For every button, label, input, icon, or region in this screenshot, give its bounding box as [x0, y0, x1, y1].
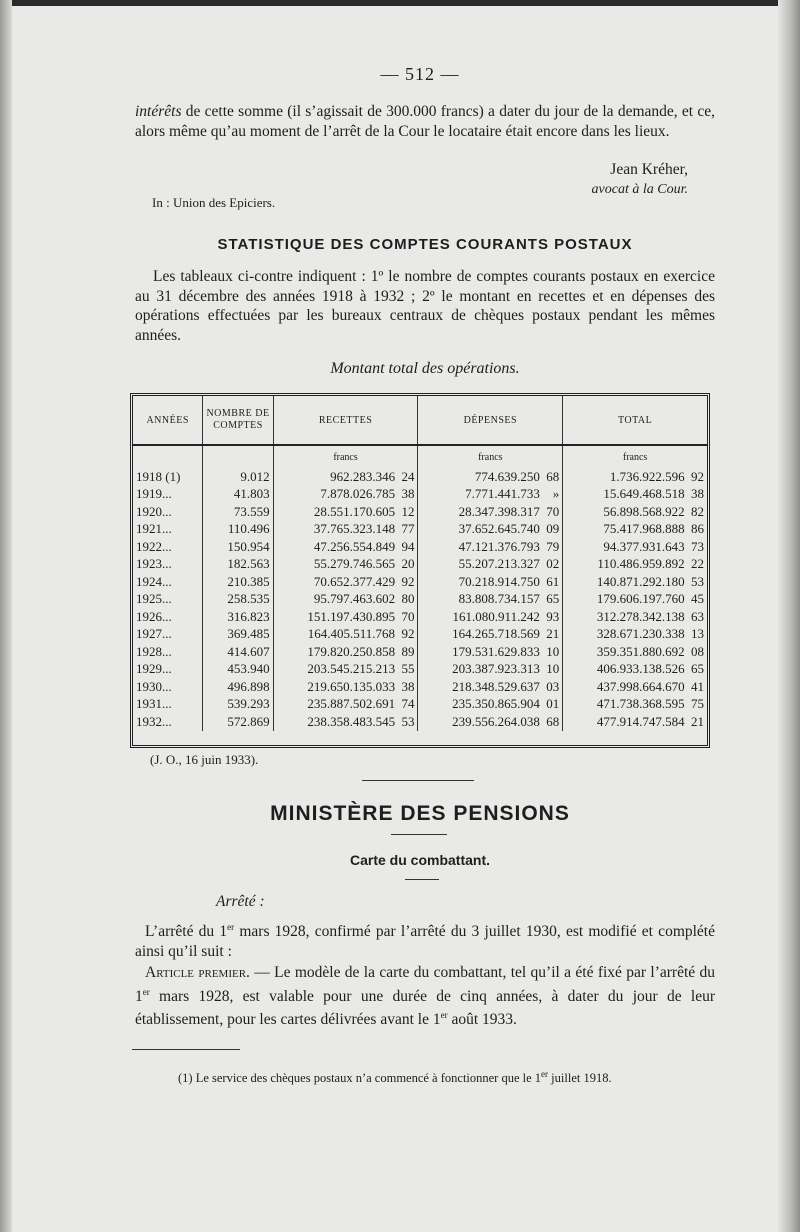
cell-recettes: 47.256.554.849 [313, 538, 396, 554]
cell-total-cents: 21 [691, 713, 704, 729]
cell-year: 1924... [133, 573, 203, 591]
cell-accounts: 150.954 [203, 538, 273, 556]
cell-depenses: 70.218.914.750 [458, 573, 540, 589]
cell-accounts: 453.940 [203, 661, 273, 679]
cell-accounts: 572.869 [203, 713, 273, 731]
cell-recettes: 238.358.483.545 [307, 713, 396, 729]
unit-row [133, 445, 707, 468]
article-label: Article premier. [145, 964, 250, 981]
cell-accounts: 210.385 [203, 573, 273, 591]
cell-depenses: 37.652.645.740 [458, 521, 540, 537]
cell-depenses-cents: 01 [543, 696, 563, 714]
top-paragraph-lead: intérêts [135, 103, 182, 120]
cell-year: 1921... [133, 521, 203, 539]
cell-depenses: 239.556.264.038 [452, 713, 540, 729]
cell-depenses-cents: 70 [543, 503, 563, 521]
cell-recettes-cents: 38 [398, 486, 418, 504]
cell-year: 1918 (1) [133, 468, 203, 486]
table-row [133, 643, 707, 661]
cell-year: 1926... [133, 608, 203, 626]
cell-total-cents: 86 [691, 521, 704, 537]
cell-total: 56.898.568.922 [603, 503, 685, 519]
cell-depenses: 7.771.441.733 [465, 486, 540, 502]
cell-total-cents: 45 [691, 591, 704, 607]
table-row [133, 591, 707, 609]
table-row [133, 678, 707, 696]
footnote-sup: er [541, 1069, 549, 1079]
cell-recettes-cents: 74 [398, 696, 418, 714]
arrete-paragraph [135, 918, 715, 961]
top-paragraph [135, 102, 715, 141]
cell-depenses: 164.265.718.569 [452, 626, 540, 642]
article-text-3: août 1933. [447, 1011, 517, 1029]
cell-recettes: 179.820.250.858 [307, 643, 396, 659]
cell-depenses-cents: 93 [543, 608, 563, 626]
table-row [133, 661, 707, 679]
cell-recettes: 37.765.323.148 [313, 521, 396, 537]
cell-accounts: 182.563 [203, 556, 273, 574]
arrete-text-2: mars 1928, confirmé par l’arrêté du 3 juillet 1930, est modifié et complété ainsi qu’il suit : [135, 923, 715, 960]
cell-depenses: 179.531.629.833 [452, 643, 540, 659]
cell-depenses-cents: 10 [543, 661, 563, 679]
cell-total: 1.736.922.596 [609, 468, 685, 484]
header-recettes: RECETTES [273, 396, 418, 445]
cell-total: 94.377.931.643 [603, 538, 685, 554]
cell-depenses-cents: 79 [543, 538, 563, 556]
cell-total: 437.998.664.670 [596, 678, 685, 694]
subtitle-underline [405, 879, 439, 880]
cell-year: 1920... [133, 503, 203, 521]
cell-depenses: 774.639.250 [474, 468, 540, 484]
cell-recettes: 219.650.135.033 [307, 678, 396, 694]
ministry-subtitle: Carte du combattant. [349, 852, 490, 868]
article-text-1: — Le modèle de la carte du combattant, tel qu’il a été fixé par l’arrêté du 1 [135, 964, 715, 1005]
cell-year: 1931... [133, 696, 203, 714]
cell-depenses-cents: 68 [543, 713, 563, 731]
statistics-table [130, 393, 710, 748]
table-header-row [133, 396, 707, 445]
cell-total: 312.278.342.138 [596, 608, 685, 624]
cell-total-cents: 82 [691, 503, 704, 519]
arrete-text-1: L’arrêté du 1 [145, 923, 228, 941]
cell-depenses-cents: 02 [543, 556, 563, 574]
cell-recettes: 235.887.502.691 [307, 696, 396, 712]
cell-total-cents: 63 [691, 608, 704, 624]
signature [592, 160, 688, 200]
cell-year: 1930... [133, 678, 203, 696]
cell-total: 75.417.968.888 [603, 521, 685, 537]
cell-recettes-cents: 55 [398, 661, 418, 679]
cell-recettes: 95.797.463.602 [313, 591, 396, 607]
header-depenses: DÉPENSES [418, 396, 563, 445]
cell-accounts: 41.803 [203, 486, 273, 504]
cell-year: 1929... [133, 661, 203, 679]
source-line: In : Union des Epiciers. [152, 195, 276, 210]
cell-total: 359.351.880.692 [596, 643, 685, 659]
cell-accounts: 369.485 [203, 626, 273, 644]
cell-depenses-cents: 61 [543, 573, 563, 591]
section-heading: STATISTIQUE DES COMPTES COURANTS POSTAUX [217, 236, 633, 253]
header-nombre: NOMBRE DE COMPTES [203, 396, 273, 445]
cell-recettes: 28.551.170.605 [313, 503, 396, 519]
cell-depenses: 55.207.213.327 [458, 556, 540, 572]
header-annees: ANNÉES [133, 396, 203, 445]
footnote-text-1: (1) Le service des chèques postaux n’a commencé à fonctionner que le 1 [178, 1071, 542, 1086]
cell-total: 477.914.747.584 [596, 713, 685, 729]
cell-total: 179.606.197.760 [596, 591, 685, 607]
cell-recettes: 7.878.026.785 [320, 486, 396, 502]
cell-recettes: 164.405.511.768 [307, 626, 396, 642]
cell-depenses-cents: 21 [543, 626, 563, 644]
article-sup-1: er [142, 986, 150, 997]
cell-depenses: 28.347.398.317 [458, 503, 540, 519]
header-total: TOTAL [563, 396, 707, 445]
table-row [133, 521, 707, 539]
page-number: — 512 — [380, 64, 460, 84]
table-row [133, 538, 707, 556]
cell-recettes: 151.197.430.895 [307, 608, 396, 624]
cell-total-cents: 92 [691, 468, 704, 484]
cell-year: 1928... [133, 643, 203, 661]
footnote [178, 1069, 612, 1086]
cell-year: 1922... [133, 538, 203, 556]
cell-recettes: 55.279.746.565 [313, 556, 396, 572]
cell-accounts: 316.823 [203, 608, 273, 626]
cell-total: 110.486.959.892 [597, 556, 685, 572]
arrete-sup: er [227, 922, 235, 932]
table-row [133, 556, 707, 574]
top-paragraph-text: de cette somme (il s’agissait de 300.000 francs) a dater du jour de la demande, et ce, alors même qu’au moment de l’arrêt de la Cour le locataire était encore dans les lieux. [135, 103, 715, 140]
cell-accounts: 496.898 [203, 678, 273, 696]
signature-role: avocat à la Cour. [591, 182, 688, 197]
table-row [133, 713, 707, 731]
cell-depenses: 47.121.376.793 [458, 538, 540, 554]
cell-depenses: 83.808.734.157 [458, 591, 540, 607]
cell-depenses: 203.387.923.313 [452, 661, 540, 677]
table-row [133, 696, 707, 714]
cell-recettes-cents: 70 [398, 608, 418, 626]
article-sup-2: er [440, 1010, 448, 1021]
cell-depenses-cents: 68 [543, 468, 563, 486]
cell-total: 406.933.138.526 [596, 661, 685, 677]
table-row [133, 468, 707, 486]
table-row [133, 503, 707, 521]
cell-total-cents: 75 [691, 696, 704, 712]
table-row [133, 486, 707, 504]
ministry-title: MINISTÈRE DES PENSIONS [270, 802, 570, 825]
cell-total-cents: 53 [691, 573, 704, 589]
table-row [133, 573, 707, 591]
cell-depenses-cents: 65 [543, 591, 563, 609]
cell-depenses: 218.348.529.637 [452, 678, 540, 694]
cell-total-cents: 22 [691, 556, 704, 572]
cell-depenses: 235.350.865.904 [452, 696, 540, 712]
cell-depenses-cents: 10 [543, 643, 563, 661]
cell-year: 1919... [133, 486, 203, 504]
cell-total-cents: 73 [691, 538, 704, 554]
cell-depenses-cents: 03 [543, 678, 563, 696]
footnote-rule [132, 1049, 240, 1050]
cell-total: 15.649.468.518 [603, 486, 685, 502]
separator-rule [362, 780, 474, 781]
cell-depenses-cents: 09 [543, 521, 563, 539]
cell-recettes-cents: 89 [398, 643, 418, 661]
cell-accounts: 110.496 [203, 521, 273, 539]
journal-reference: (J. O., 16 juin 1933). [150, 752, 259, 767]
cell-year: 1927... [133, 626, 203, 644]
unit-depenses: francs [418, 445, 563, 468]
cell-year: 1925... [133, 591, 203, 609]
cell-total-cents: 65 [691, 661, 704, 677]
cell-accounts: 9.012 [203, 468, 273, 486]
unit-total: francs [622, 451, 648, 463]
cell-recettes: 962.283.346 [330, 468, 396, 484]
cell-recettes-cents: 24 [398, 468, 418, 486]
cell-total-cents: 08 [691, 643, 704, 659]
cell-recettes-cents: 77 [398, 521, 418, 539]
unit-recettes: francs [273, 445, 418, 468]
cell-accounts: 414.607 [203, 643, 273, 661]
cell-recettes: 70.652.377.429 [313, 573, 396, 589]
cell-recettes-cents: 92 [398, 573, 418, 591]
cell-depenses-cents: » [543, 486, 563, 504]
cell-total-cents: 38 [691, 486, 704, 502]
cell-total-cents: 41 [691, 678, 704, 694]
cell-accounts: 258.535 [203, 591, 273, 609]
cell-accounts: 73.559 [203, 503, 273, 521]
article-text-2: mars 1928, est valable pour une durée de cinq années, à dater du jour de leur établissement, pour les cartes délivrées avant le 1 [135, 987, 715, 1029]
cell-total: 328.671.230.338 [596, 626, 685, 642]
arrete-label: Arrêté : [216, 893, 265, 910]
title-underline [391, 834, 447, 835]
cell-recettes-cents: 53 [398, 713, 418, 731]
signature-name: Jean Kréher, [610, 161, 688, 178]
intro-paragraph: Les tableaux ci-contre indiquent : 1º le nombre de comptes courants postaux en exercice au 31 décembre des années 1918 à 1932 ; 2º le montant en recettes et en dépenses des opérations effectuées par les bureaux centraux de chèques postaux pendant les mêmes années. [135, 268, 715, 344]
cell-depenses: 161.080.911.242 [452, 608, 540, 624]
cell-total-cents: 13 [691, 626, 704, 642]
cell-recettes-cents: 94 [398, 538, 418, 556]
cell-recettes-cents: 80 [398, 591, 418, 609]
table-row [133, 608, 707, 626]
article-paragraph [135, 963, 715, 1030]
footnote-text-2: juillet 1918. [548, 1071, 612, 1086]
cell-accounts: 539.293 [203, 696, 273, 714]
cell-recettes-cents: 20 [398, 556, 418, 574]
cell-recettes-cents: 38 [398, 678, 418, 696]
cell-total: 471.738.368.595 [596, 696, 685, 712]
cell-recettes-cents: 12 [398, 503, 418, 521]
cell-total: 140.871.292.180 [596, 573, 685, 589]
cell-year: 1923... [133, 556, 203, 574]
table-caption: Montant total des opérations. [330, 360, 520, 377]
cell-recettes: 203.545.215.213 [307, 661, 396, 677]
table-row [133, 626, 707, 644]
cell-year: 1932... [133, 713, 203, 731]
cell-recettes-cents: 92 [398, 626, 418, 644]
